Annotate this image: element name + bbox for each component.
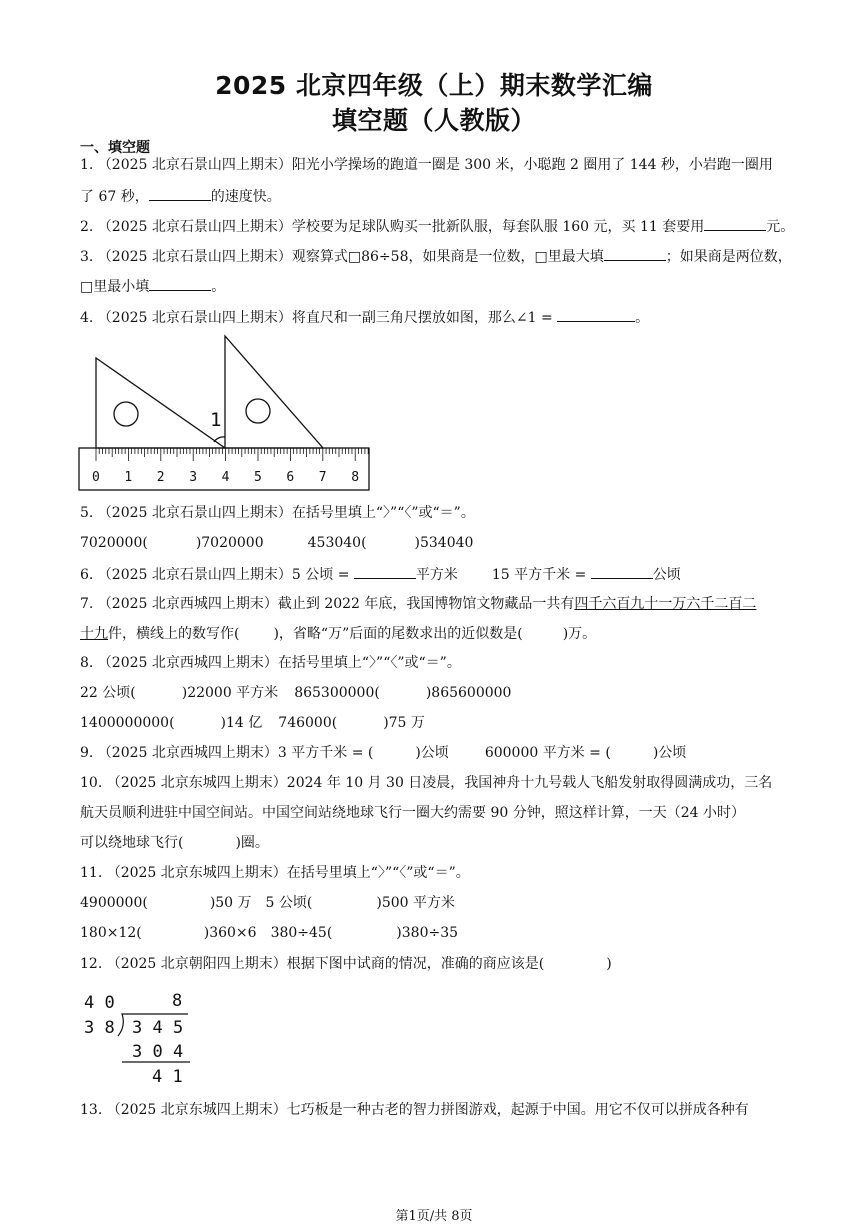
section-heading: 一、填空题	[80, 140, 150, 156]
angle-label: 1	[210, 409, 222, 431]
question-3-line-1: 3. （2025 北京石景山四上期末）观察算式□86÷58，如果商是一位数，□里最大填 ；如果商是两位数，	[80, 246, 792, 266]
question-12: 12. （2025 北京朝阳四上期末）根据下图中试商的情况，准确的商应该是( )	[80, 956, 612, 972]
ruler-tick-label: 7	[318, 470, 327, 485]
ruler-tick-label: 6	[286, 470, 295, 485]
right-triangle-hole	[246, 399, 270, 423]
question-10-line-2: 航天员顺利进驻中国空间站。中国空间站绕地球飞行一圈大约需要 90 分钟，照这样计算，一天（24 小时）	[80, 805, 745, 821]
question-1-line-1: 1. （2025 北京石景山四上期末）阳光小学操场的跑道一圈是 300 米，小聪跑 2 圈用了 144 秒，小岩跑一圈用	[80, 157, 773, 173]
remainder: 4 1	[152, 1067, 183, 1087]
product: 3 0 4	[132, 1042, 184, 1062]
document-subtitle: 填空题（人教版）	[331, 106, 536, 135]
right-triangle	[225, 336, 323, 448]
question-11: 11. （2025 北京东城四上期末）在括号里填上“〉”“〈”或“＝”。	[80, 865, 470, 881]
left-triangle	[96, 358, 225, 448]
document-title: 2025 北京四年级（上）期末数学汇编	[215, 71, 653, 100]
question-7-line-1: 7. （2025 北京西城四上期末）截止到 2022 年底，我国博物馆文物藏品一共有四千六百九十一万六千二百二	[80, 596, 757, 612]
answer-blank[interactable]	[591, 564, 653, 579]
ruler-tick-label: 8	[351, 470, 360, 485]
answer-blank[interactable]	[604, 246, 666, 261]
question-11-row-2: 180×12( )360×6 380÷45( )380÷35	[80, 925, 459, 941]
divisor: 3 8	[84, 1018, 115, 1038]
answer-blank[interactable]	[704, 216, 766, 231]
answer-blank[interactable]	[354, 564, 416, 579]
ruler-tick-label: 3	[189, 470, 198, 485]
answer-blank[interactable]	[149, 186, 211, 201]
answer-blank[interactable]	[149, 276, 211, 291]
long-division-figure	[80, 988, 210, 1088]
question-8-row-1: 22 公顷( )22000 平方米 865300000( )865600000	[80, 685, 512, 701]
question-6: 6. （2025 北京石景山四上期末）5 公顷 = 平方米 15 平方千米 = 公顷	[80, 564, 681, 584]
question-11-row-1: 4900000( )50 万 5 公顷( )500 平方米	[80, 895, 456, 911]
question-5-items: 7020000( )7020000 453040( )534040	[80, 535, 474, 551]
question-8-row-2: 1400000000( )14 亿 746000( )75 万	[80, 715, 425, 731]
question-9: 9. （2025 北京西城四上期末）3 平方千米 = ( )公顷 600000 平方米 = ( )公顷	[80, 745, 687, 761]
question-4: 4. （2025 北京石景山四上期末）将直尺和一副三角尺摆放如图，那么∠1 = 。	[80, 307, 649, 327]
ruler-triangle-figure	[76, 334, 376, 494]
ruler-tick-label: 5	[254, 470, 262, 485]
ruler-tick-label: 2	[156, 470, 165, 485]
question-10-line-1: 10. （2025 北京东城四上期末）2024 年 10 月 30 日凌晨，我国神舟十九号载人飞船发射取得圆满成功，三名	[80, 775, 773, 791]
trial-divisor: 4 0	[84, 993, 115, 1013]
question-5: 5. （2025 北京石景山四上期末）在括号里填上“〉”“〈”或“＝”。	[80, 505, 475, 521]
quotient-digit: 8	[172, 991, 183, 1011]
left-triangle-hole	[114, 402, 138, 426]
ruler-tick-label: 0	[92, 470, 100, 485]
dividend: 3 4 5	[132, 1018, 184, 1038]
question-3-line-2: □里最小填 。	[80, 276, 225, 296]
page-footer: 第1页/共 8页	[395, 1209, 473, 1224]
ruler-tick-label: 1	[124, 470, 133, 485]
question-7-line-2: 十九件，横线上的数写作( )，省略“万”后面的尾数求出的近似数是( )万。	[80, 626, 597, 642]
question-8: 8. （2025 北京西城四上期末）在括号里填上“〉”“〈”或“＝”。	[80, 655, 461, 671]
question-2: 2. （2025 北京石景山四上期末）学校要为足球队购买一批新队服，每套队服 160 元，买 11 套要用 元。	[80, 216, 794, 236]
question-1-line-2: 了 67 秒， 的速度快。	[80, 186, 281, 206]
question-13: 13. （2025 北京东城四上期末）七巧板是一种古老的智力拼图游戏，起源于中国。用它不仅可以拼成各种有	[80, 1102, 749, 1118]
ruler-tick-label: 4	[221, 470, 230, 485]
answer-blank[interactable]	[557, 307, 635, 322]
question-10-line-3: 可以绕地球飞行( )圈。	[80, 835, 269, 851]
